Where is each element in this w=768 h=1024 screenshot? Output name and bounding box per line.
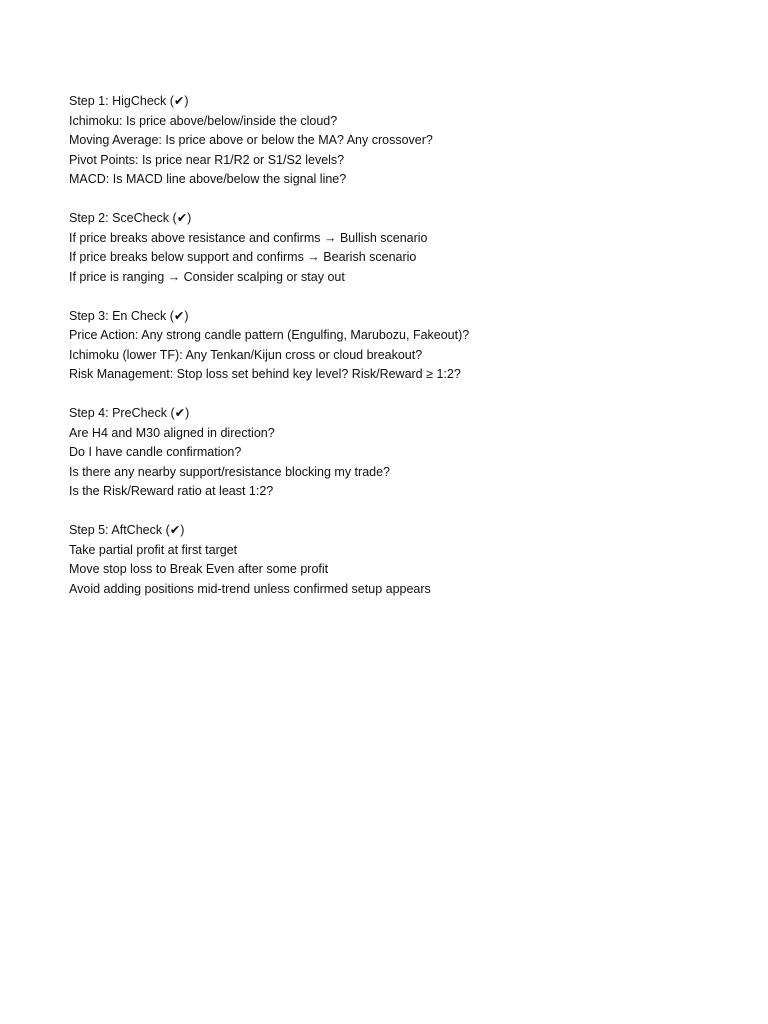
step-heading: Step 3: En Check (✔) [69,308,189,323]
checklist-line: If price breaks below support and confirms → Bearish scenario [69,250,417,264]
checklist-line: Do I have candle confirmation? [69,445,242,459]
step-heading: Step 5: AftCheck (✔) [69,523,185,537]
checklist-line: If price is ranging → Consider scalping or stay out [69,269,345,284]
checklist-line: Moving Average: Is price above or below the MA? Any crossover? [69,133,433,147]
checklist-line: If price breaks above resistance and confirms → Bullish scenario [69,230,428,245]
checklist-line: Avoid adding positions mid-trend unless confirmed setup appears [69,581,431,596]
checklist-line: Is there any nearby support/resistance blocking my trade? [69,464,391,479]
checklist-line: Move stop loss to Break Even after some profit [69,562,329,576]
step-4-section [69,404,729,502]
step-heading: Step 2: SceCheck (✔) [69,211,192,225]
step-3-section [69,307,729,385]
checklist-line: Ichimoku: Is price above/below/inside the cloud? [69,113,338,128]
step-2-section [69,209,729,287]
checklist-line: Ichimoku (lower TF): Any Tenkan/Kijun cross or cloud breakout? [69,347,423,362]
step-5-section [69,521,729,599]
step-heading: Step 4: PreCheck (✔) [69,406,190,420]
checklist-line: Take partial profit at first target [69,542,238,557]
checklist-line: MACD: Is MACD line above/below the signal line? [69,172,347,186]
checklist-line: Risk Management: Stop loss set behind key level? Risk/Reward ≥ 1:2? [69,367,461,381]
checklist-line: Price Action: Any strong candle pattern (Engulfing, Marubozu, Fakeout)? [69,328,470,342]
step-1-section [69,92,729,190]
checklist-line: Is the Risk/Reward ratio at least 1:2? [69,484,274,498]
step-heading: Step 1: HigCheck (✔) [69,94,189,108]
checklist-content [69,92,729,619]
checklist-line: Pivot Points: Is price near R1/R2 or S1/S2 levels? [69,152,345,167]
checklist-line: Are H4 and M30 aligned in direction? [69,425,275,440]
